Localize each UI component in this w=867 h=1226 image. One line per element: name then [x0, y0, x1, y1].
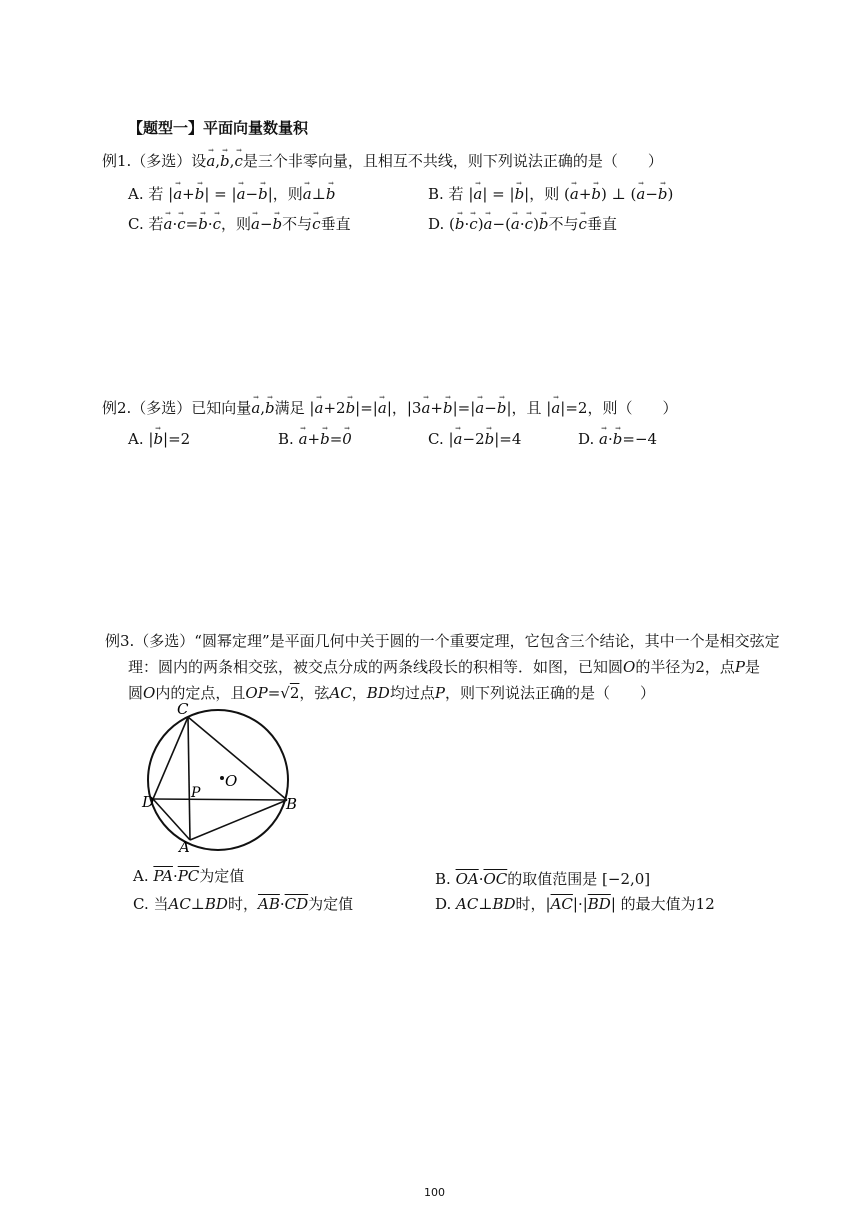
segment-ab: [190, 800, 287, 840]
label-b: B: [286, 795, 298, 813]
label-d: D: [142, 793, 155, 811]
ex3-stem-line1: 例3.（多选）“圆幂定理”是平面几何中关于圆的一个重要定理，它包含三个结论，其中一个是相交弦定: [105, 632, 780, 650]
label-a: A: [179, 838, 190, 856]
chord-ac: [188, 717, 190, 840]
ex1-option-a: A. 若 |→ a+→ b| = |→ a−→ b|，则→ a⊥→ b: [128, 183, 335, 204]
ex1-option-b: B. 若 |→ a| = |→ b|，则 (→ a+→ b) ⊥ (→ a−→ b): [428, 183, 673, 204]
chord-bd: [153, 799, 287, 800]
ex2-option-d: D. → a·→ b=−4: [578, 430, 657, 448]
ex1-option-c: C. 若→ a·→ c=→ b·→ c，则→ a−→ b不与→ c垂直: [128, 213, 351, 234]
circle-diagram: [140, 700, 310, 860]
ex3-stem-line3: 圆O内的定点，且OP=√2，弦AC，BD均过点P，则下列说法正确的是（ ）: [128, 684, 655, 702]
ex2-option-c: C. |→ a−2→ b|=4: [428, 430, 521, 448]
ex3-option-d: D. AC⊥BD时，$|\overline{AC}|\cdot|\overline{BD}|$ 的最大值为12: [435, 895, 715, 913]
ex3-option-b: B. $\overline{OA}\cdot\overline{OC}$的取值范围是 [−2,0]: [435, 870, 651, 888]
ex3-stem-line2: 理：圆内的两条相交弦，被交点分成的两条线段长的积相等．如图，已知圆O的半径为2，点P是: [128, 658, 760, 676]
center-dot: [220, 776, 224, 780]
ex2-stem: 例2.（多选）已知向量→ a,→ b满足 |→ a+2→ b|=|→ a|，|3→ a+→ b|=|→ a−→ b|，且 |→ a|=2，则（ ）: [102, 397, 677, 418]
ex2-option-b: B. → a+→ b=→ 0: [278, 430, 352, 448]
label-p: P: [191, 785, 201, 801]
ex1-option-d: D. (→ b·→ c)→ a−(→ a·→ c)→ b不与→ c垂直: [428, 213, 617, 234]
label-c: C: [177, 700, 189, 718]
ex3-option-a: A. $\overline{PA}\cdot\overline{PC}$为定值: [133, 867, 245, 885]
segment-da: [153, 799, 190, 840]
ex3-option-c: C. 当AC⊥BD时，$\overline{AB}\cdot\overline{CD}$为定值: [133, 895, 354, 913]
page-number: 100: [424, 1186, 445, 1199]
ex2-option-a: A. |→ b|=2: [128, 430, 190, 448]
segment-cb: [188, 717, 287, 800]
section-title: 【题型一】平面向量数量积: [128, 119, 309, 137]
label-o: O: [225, 772, 238, 790]
ex1-stem: 例1.（多选）设→ a,→ b,→ c是三个非零向量，且相互不共线，则下列说法正确的是（ ）: [102, 150, 663, 171]
